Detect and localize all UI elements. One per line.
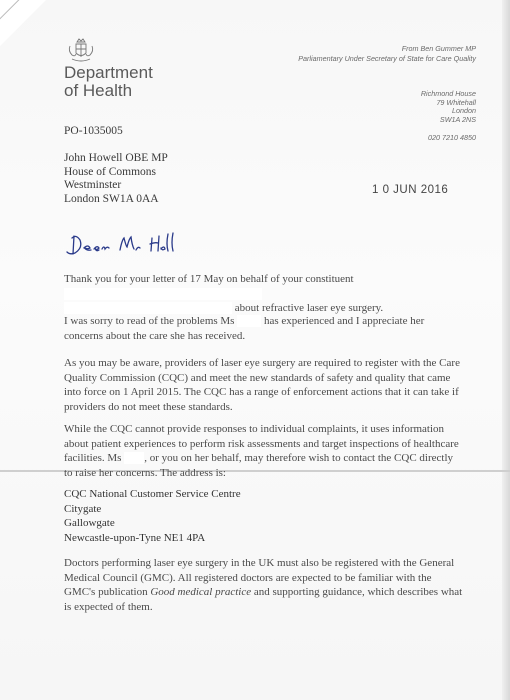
sender-title: Parliamentary Under Secretary of State for Care Quality (298, 53, 476, 63)
recipient-line: London SW1A 0AA (64, 192, 159, 205)
recipient-line: House of Commons (64, 165, 156, 178)
paragraph-text: While the CQC cannot provide responses to individual complaints, it uses information about patient experiences to perform risk assessments and target inspections of healthcare facilities. Ms (64, 423, 459, 464)
paragraph-text: I was sorry to read of the problems Ms (64, 315, 235, 327)
paragraph-5 (64, 556, 464, 614)
cqc-address-line: Gallowgate (64, 517, 115, 529)
publication-title: Good medical practice (150, 586, 252, 598)
department-line-2: of Health (64, 81, 133, 100)
cqc-address (64, 487, 241, 545)
address-line: Richmond House (420, 89, 476, 98)
cqc-address-line: Citygate (64, 502, 102, 515)
redaction (64, 288, 262, 300)
paragraph-text: about refractive laser eye surgery. (234, 302, 384, 314)
handwritten-salutation (64, 230, 194, 260)
folded-corner (0, 0, 46, 46)
page-edge-shadow (502, 0, 510, 700)
redaction (237, 315, 261, 327)
paragraph-text: and supporting guidance, which describes what is expected of them. (64, 586, 463, 613)
recipient-line: Westminster (64, 179, 122, 191)
royal-crest-icon (65, 36, 97, 64)
paragraph-2 (64, 314, 464, 343)
paragraph-1 (64, 272, 464, 316)
recipient-address (64, 152, 168, 206)
paragraph-text: Thank you for your letter of 17 May on behalf of your constituent (64, 273, 354, 285)
paragraph-text: As you may be aware, providers of laser eye surgery are required to register with the Care Quality Commission (CQC) and meet the new standards of safety and quality that came into force on 1 April 2015. The CQC has a range of enforcement actions that it can take if providers do not meet these standards. (64, 357, 460, 413)
date-stamp: 1 0 JUN 2016 (372, 184, 449, 196)
sender-block (298, 44, 476, 63)
department-line-1: Department (64, 63, 153, 82)
paragraph-4 (64, 422, 464, 480)
sender-phone: 020 7210 4850 (428, 133, 476, 142)
address-line: SW1A 2NS (439, 114, 476, 124)
paragraph-text: Doctors performing laser eye surgery in the UK must also be registered with the General Medical Council (GMC). All registered doctors are expected to be familiar with the GMC's publication (64, 557, 455, 598)
sender-address (421, 90, 476, 124)
recipient-line: John Howell OBE MP (64, 152, 168, 164)
paragraph-text: , or you on her behalf, may therefore wish to contact the CQC directly to raise her concerns. The address is: (64, 452, 454, 479)
redaction (124, 452, 144, 464)
cqc-address-line: Newcastle-upon-Tyne NE1 4PA (64, 531, 206, 544)
paragraph-text: has experienced and I appreciate her (263, 315, 425, 327)
paragraph-3 (64, 356, 464, 414)
address-line: London (452, 106, 476, 116)
address-line: 79 Whitehall (436, 97, 476, 107)
sender-name: From Ben Gummer MP (401, 44, 476, 53)
redaction (64, 302, 232, 314)
reference-number: PO-1035005 (64, 125, 123, 137)
paragraph-text: concerns about the care she has received. (64, 329, 246, 342)
department-logo-text (64, 64, 153, 100)
cqc-address-line: CQC National Customer Service Centre (64, 488, 241, 500)
